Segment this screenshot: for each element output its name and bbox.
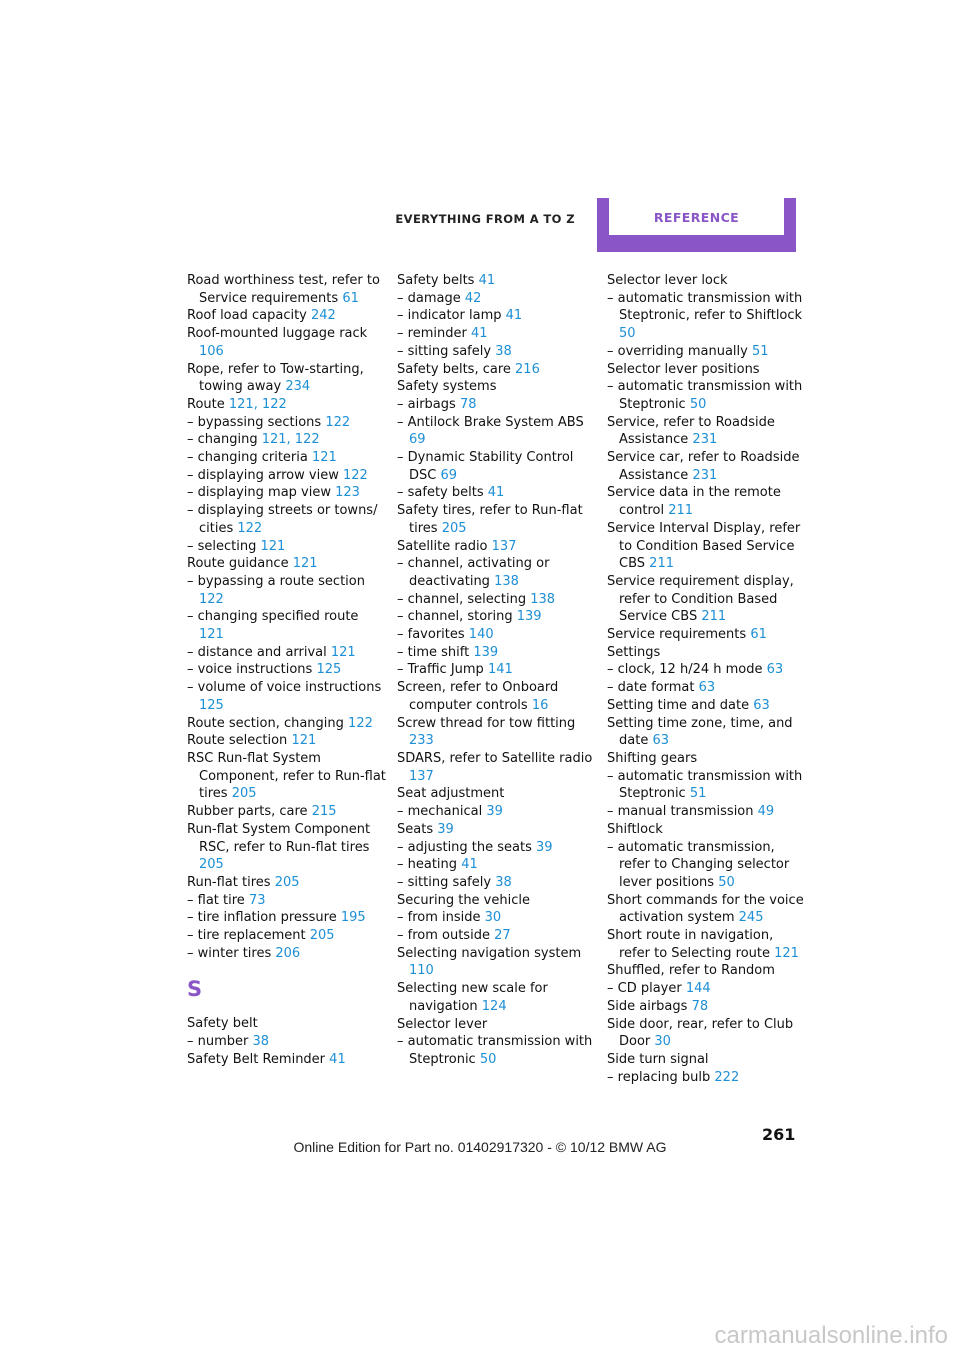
index-entry xyxy=(397,856,597,874)
entry-page-link[interactable]: 125 xyxy=(316,662,342,678)
entry-term: – from outside xyxy=(397,928,490,944)
entry-term: Roof load capacity xyxy=(187,308,307,324)
entry-term: – winter tires xyxy=(187,945,272,961)
reference-tab-label: REFERENCE xyxy=(609,198,784,235)
entry-term: Selector lever xyxy=(397,1016,488,1032)
index-entry xyxy=(397,874,597,892)
entry-term: – clock, 12 h/24 h mode xyxy=(607,662,763,678)
index-entry xyxy=(397,396,597,414)
entry-term: Roof-mounted luggage rack xyxy=(187,326,368,342)
index-entry xyxy=(187,555,387,573)
entry-term: Safety systems xyxy=(397,379,497,395)
entry-page-link[interactable]: 231 xyxy=(692,467,718,483)
entry-page-link[interactable]: 63 xyxy=(698,680,716,696)
entry-term: Securing the vehicle xyxy=(397,892,530,908)
entry-page-link[interactable]: 137 xyxy=(491,538,517,554)
entry-term: – distance and arrival xyxy=(187,644,327,660)
entry-term: Setting time and date xyxy=(607,697,750,713)
index-entry xyxy=(397,307,597,325)
entry-term: – sitting safely xyxy=(397,874,492,890)
entry-page-link[interactable]: 38 xyxy=(495,874,512,890)
index-entry xyxy=(187,307,387,325)
entry-term: – Dynamic Stability Control DSC xyxy=(397,450,574,483)
index-entry xyxy=(187,573,387,608)
index-entry xyxy=(607,1069,807,1087)
entry-term: SDARS, refer to Satellite radio xyxy=(397,750,593,766)
index-entry xyxy=(397,785,597,803)
entry-term: Route xyxy=(187,396,225,412)
index-entry xyxy=(187,272,387,307)
index-entry xyxy=(187,732,387,750)
index-entry xyxy=(607,750,807,768)
entry-term: – Antilock Brake System ABS xyxy=(397,414,584,430)
section-letter-s: S xyxy=(187,977,203,1002)
entry-term: Route guidance xyxy=(187,556,289,572)
index-entry xyxy=(187,396,387,414)
index-entry xyxy=(607,661,807,679)
entry-page-link[interactable]: 222 xyxy=(714,1069,740,1085)
entry-page-link[interactable]: 234 xyxy=(285,379,311,395)
entry-page-link[interactable]: 39 xyxy=(437,821,454,837)
entry-page-link[interactable]: 110 xyxy=(409,963,434,979)
index-entry xyxy=(607,962,807,980)
index-entry xyxy=(397,484,597,502)
index-entry xyxy=(187,325,387,360)
entry-term: Shuffled, refer to Random xyxy=(607,963,775,979)
index-entry xyxy=(187,821,387,874)
index-entry xyxy=(607,892,807,927)
entry-term: Seats xyxy=(397,821,434,837)
entry-term: Selector lever lock xyxy=(607,273,728,288)
entry-page-link[interactable]: 61 xyxy=(342,290,359,306)
index-entry xyxy=(397,290,597,308)
entry-page-link[interactable]: 122 xyxy=(199,591,224,607)
index-entry xyxy=(397,502,597,537)
entry-term: – automatic transmission with Steptronic xyxy=(607,379,803,412)
entry-term: – mechanical xyxy=(397,804,483,820)
index-entry xyxy=(607,679,807,697)
entry-page-link[interactable]: 51 xyxy=(689,786,707,802)
entry-page-link[interactable]: 140 xyxy=(468,627,494,643)
entry-term: – flat tire xyxy=(187,892,245,908)
entry-page-link[interactable]: 78 xyxy=(459,396,477,412)
reference-tab xyxy=(597,198,796,252)
entry-term: Road worthiness test, refer to Service requirements xyxy=(187,273,380,306)
entry-page-link[interactable]: 30 xyxy=(484,910,502,926)
index-entry xyxy=(397,1033,597,1068)
entry-term: Safety tires, refer to Run-flat tires xyxy=(397,503,583,536)
index-entry xyxy=(397,608,597,626)
entry-term: – replacing bulb xyxy=(607,1069,711,1085)
entry-page-link[interactable]: 124 xyxy=(481,998,507,1014)
entry-term: – sitting safely xyxy=(397,343,492,359)
entry-term: – tire inflation pressure xyxy=(187,910,337,926)
entry-page-link[interactable]: 122 xyxy=(342,467,368,483)
index-entry xyxy=(397,803,597,821)
entry-term: – automatic transmission with Steptronic xyxy=(397,1034,593,1067)
entry-page-link[interactable]: 139 xyxy=(473,644,499,660)
entry-page-link[interactable]: 41 xyxy=(470,326,488,342)
entry-page-link[interactable]: 122 xyxy=(237,520,263,536)
entry-page-link[interactable]: 206 xyxy=(275,945,301,961)
index-entry xyxy=(187,679,387,714)
entry-term: Selector lever positions xyxy=(607,361,760,377)
index-entry xyxy=(607,715,807,750)
index-entry xyxy=(607,272,807,290)
index-entry xyxy=(187,431,387,449)
index-entry xyxy=(187,909,387,927)
entry-term: – airbags xyxy=(397,396,456,412)
entry-term: Rubber parts, care xyxy=(187,804,308,820)
index-entry xyxy=(607,361,807,379)
entry-page-link[interactable]: 245 xyxy=(738,910,764,926)
index-entry xyxy=(397,626,597,644)
index-entry xyxy=(607,378,807,413)
entry-term: Shifting gears xyxy=(607,750,698,766)
index-entry xyxy=(397,661,597,679)
entry-page-link[interactable]: 195 xyxy=(340,910,366,926)
entry-page-link[interactable]: 121 xyxy=(260,538,286,554)
index-entry xyxy=(607,927,807,962)
entry-term: RSC Run-flat System Component, refer to Run-flat tires xyxy=(187,750,386,802)
entry-term: Selecting navigation system xyxy=(397,945,582,961)
entry-term: – heating xyxy=(397,857,458,873)
entry-term: Satellite radio xyxy=(397,538,488,554)
entry-term: – changing specified route xyxy=(187,609,359,625)
entry-term: – automatic transmission with Steptronic, refer to Shiftlock xyxy=(607,290,803,324)
index-entry xyxy=(397,272,597,290)
entry-page-link[interactable]: 215 xyxy=(311,804,337,820)
index-entry xyxy=(397,839,597,857)
entry-term: Seat adjustment xyxy=(397,786,505,802)
entry-page-link[interactable]: 61 xyxy=(750,627,767,643)
index-entry xyxy=(187,414,387,432)
entry-term: – displaying map view xyxy=(187,485,331,501)
index-entry xyxy=(397,679,597,714)
entry-page-link[interactable]: 41 xyxy=(487,485,505,501)
index-entry xyxy=(187,927,387,945)
index-entry xyxy=(607,290,807,343)
index-column-2 xyxy=(397,272,597,1069)
entry-page-link[interactable]: 121 xyxy=(774,945,799,961)
index-entry xyxy=(397,980,597,1015)
entry-term: Screw thread for tow fitting xyxy=(397,715,576,731)
index-entry xyxy=(187,1015,387,1033)
entry-term: – volume of voice instructions xyxy=(187,680,382,696)
entry-page-link[interactable]: 16 xyxy=(531,697,549,713)
entry-term: Service requirements xyxy=(607,627,747,643)
entry-term: – bypassing sections xyxy=(187,414,322,430)
index-entry xyxy=(397,821,597,839)
entry-term: Screen, refer to Onboard computer controls xyxy=(397,680,559,713)
entry-page-link[interactable]: 144 xyxy=(685,981,711,997)
index-entry xyxy=(397,325,597,343)
entry-term: Run-flat System Component RSC, refer to Run-flat tires xyxy=(187,821,371,855)
entry-page-link[interactable]: 50 xyxy=(619,326,636,342)
entry-term: – safety belts xyxy=(397,485,484,501)
entry-page-link[interactable]: 121 xyxy=(291,733,317,749)
entry-page-link[interactable]: 233 xyxy=(409,733,434,749)
index-entry xyxy=(607,449,807,484)
entry-term: Selecting new scale for navigation xyxy=(397,981,548,1014)
index-entry xyxy=(187,661,387,679)
index-entry xyxy=(187,644,387,662)
index-entry xyxy=(607,998,807,1016)
entry-term: – date format xyxy=(607,680,695,696)
index-column-1 xyxy=(187,272,387,1069)
index-entry xyxy=(187,484,387,502)
entry-term: Side turn signal xyxy=(607,1051,709,1067)
index-entry xyxy=(187,608,387,643)
index-entry xyxy=(397,715,597,750)
index-entry xyxy=(397,945,597,980)
entry-page-link[interactable]: 137 xyxy=(409,768,434,784)
index-entry xyxy=(607,573,807,626)
entry-term: – bypassing a route section xyxy=(187,573,365,589)
entry-page-link[interactable]: 63 xyxy=(753,697,770,713)
index-entry xyxy=(187,502,387,537)
entry-term: – CD player xyxy=(607,981,682,997)
entry-term: Safety belts xyxy=(397,273,475,288)
entry-term: Settings xyxy=(607,644,661,660)
entry-term: – changing xyxy=(187,432,258,448)
index-entry xyxy=(397,414,597,449)
index-entry xyxy=(607,343,807,361)
entry-page-link[interactable]: 205 xyxy=(199,857,224,873)
index-entry xyxy=(397,343,597,361)
index-entry xyxy=(187,361,387,396)
entry-page-link[interactable]: 121 xyxy=(292,556,318,572)
entry-term: Side airbags xyxy=(607,998,688,1014)
entry-term: Rope, refer to Tow-starting, towing away xyxy=(187,361,364,395)
entry-page-link[interactable]: 50 xyxy=(689,396,707,412)
entry-page-link[interactable]: 205 xyxy=(231,786,257,802)
entry-term: – number xyxy=(187,1034,249,1050)
entry-page-link[interactable]: 121 xyxy=(199,627,224,643)
entry-page-link[interactable]: 73 xyxy=(248,892,266,908)
entry-term: – Traffic Jump xyxy=(397,662,484,678)
entry-page-link[interactable]: 138 xyxy=(530,591,556,607)
entry-page-link[interactable]: 49 xyxy=(757,804,775,820)
index-entry xyxy=(397,892,597,910)
index-entry xyxy=(607,839,807,892)
entry-page-link[interactable]: 51 xyxy=(751,343,769,359)
index-entry xyxy=(397,750,597,785)
entry-page-link[interactable]: 141 xyxy=(487,662,513,678)
entry-page-link[interactable]: 41 xyxy=(478,273,496,288)
entry-page-link[interactable]: 41 xyxy=(505,308,523,324)
entry-term: Service car, refer to Roadside Assistance xyxy=(607,450,800,483)
entry-page-link[interactable]: 121, 122 xyxy=(261,432,320,448)
watermark: carmanualsonline.info xyxy=(714,1322,948,1349)
entry-term: Shiftlock xyxy=(607,821,663,837)
index-entry xyxy=(607,1016,807,1051)
entry-page-link[interactable]: 121 xyxy=(330,644,356,660)
entry-term: Service, refer to Roadside Assistance xyxy=(607,414,775,448)
index-entry xyxy=(397,555,597,590)
entry-term: – channel, selecting xyxy=(397,591,527,607)
entry-term: – damage xyxy=(397,290,461,306)
index-entry xyxy=(607,414,807,449)
running-header: EVERYTHING FROM A TO Z xyxy=(395,212,575,226)
index-entries-r xyxy=(187,272,387,962)
entry-page-link[interactable]: 50 xyxy=(718,874,735,890)
entry-page-link[interactable]: 30 xyxy=(654,1034,671,1050)
entry-page-link[interactable]: 41 xyxy=(329,1051,346,1067)
index-entry xyxy=(607,1051,807,1069)
entry-term: Route section, changing xyxy=(187,715,344,731)
entry-page-link[interactable]: 69 xyxy=(440,467,458,483)
index-entry xyxy=(397,449,597,484)
index-entry xyxy=(397,644,597,662)
entry-term: – overriding manually xyxy=(607,343,748,359)
index-entry xyxy=(397,538,597,556)
index-entry xyxy=(187,874,387,892)
entry-term: Service data in the remote control xyxy=(607,485,781,519)
entry-page-link[interactable]: 122 xyxy=(348,715,373,731)
entry-page-link[interactable]: 123 xyxy=(335,485,360,501)
index-entries-s xyxy=(187,1015,387,1068)
entry-term: Run-flat tires xyxy=(187,874,271,890)
entry-term: – voice instructions xyxy=(187,662,313,678)
entry-page-link[interactable]: 69 xyxy=(409,432,426,448)
entry-page-link[interactable]: 138 xyxy=(494,573,519,589)
index-entry xyxy=(607,484,807,519)
entry-page-link[interactable]: 121, 122 xyxy=(228,396,287,412)
index-entry xyxy=(187,1033,387,1051)
entry-term: – displaying streets or towns/ cities xyxy=(187,503,378,536)
index-entry xyxy=(187,538,387,556)
entry-term: Short commands for the voice activation system xyxy=(607,892,804,926)
entry-page-link[interactable]: 42 xyxy=(464,290,482,306)
index-entry xyxy=(397,927,597,945)
entry-term: – selecting xyxy=(187,538,257,554)
entry-page-link[interactable]: 205 xyxy=(309,928,335,944)
index-entry xyxy=(607,520,807,573)
entry-page-link[interactable]: 27 xyxy=(494,928,511,944)
index-entry xyxy=(607,697,807,715)
entry-page-link[interactable]: 63 xyxy=(766,662,784,678)
index-entry xyxy=(607,821,807,839)
entry-page-link[interactable]: 78 xyxy=(691,998,709,1014)
entry-term: – adjusting the seats xyxy=(397,839,532,855)
entry-page-link[interactable]: 139 xyxy=(516,609,542,625)
index-entry xyxy=(187,449,387,467)
entry-term: – tire replacement xyxy=(187,928,306,944)
index-entry xyxy=(607,644,807,662)
entry-page-link[interactable]: 125 xyxy=(199,697,224,713)
index-entry xyxy=(607,626,807,644)
entry-page-link[interactable]: 50 xyxy=(479,1051,497,1067)
entry-term: – automatic transmission with Steptronic xyxy=(607,768,803,802)
entry-term: – reminder xyxy=(397,326,467,342)
index-entry xyxy=(187,1051,387,1069)
entry-term: – time shift xyxy=(397,644,470,660)
entry-term: Service requirement display, refer to Condition Based Service CBS xyxy=(607,573,794,625)
index-entry xyxy=(397,591,597,609)
entry-term: Short route in navigation, refer to Selecting route xyxy=(607,928,774,961)
index-entry xyxy=(187,945,387,963)
entry-page-link[interactable]: 211 xyxy=(649,556,674,572)
entry-term: Service Interval Display, refer to Condition Based Service CBS xyxy=(607,520,801,572)
entry-term: Safety Belt Reminder xyxy=(187,1051,326,1067)
entry-page-link[interactable]: 38 xyxy=(252,1034,270,1050)
index-entry xyxy=(607,803,807,821)
entry-term: Safety belts, care xyxy=(397,361,511,377)
entry-page-link[interactable]: 231 xyxy=(692,432,718,448)
entry-term: – displaying arrow view xyxy=(187,467,339,483)
index-entry xyxy=(187,467,387,485)
index-column-3 xyxy=(607,272,807,1086)
entry-page-link[interactable]: 216 xyxy=(515,361,540,377)
entry-page-link[interactable]: 205 xyxy=(441,520,467,536)
entry-page-link[interactable]: 63 xyxy=(652,733,670,749)
entry-page-link[interactable]: 242 xyxy=(311,308,336,324)
entry-page-link[interactable]: 121 xyxy=(311,450,337,466)
index-entry xyxy=(187,892,387,910)
index-entry xyxy=(187,715,387,733)
entry-page-link[interactable]: 205 xyxy=(274,874,300,890)
entry-term: – changing criteria xyxy=(187,450,308,466)
entry-page-link[interactable]: 38 xyxy=(495,343,512,359)
entry-term: – channel, activating or deactivating xyxy=(397,556,550,589)
index-entry xyxy=(397,378,597,396)
entry-term: – manual transmission xyxy=(607,804,754,820)
index-entry xyxy=(607,768,807,803)
entry-page-link[interactable]: 106 xyxy=(199,343,224,359)
entry-page-link[interactable]: 122 xyxy=(325,414,351,430)
index-entry xyxy=(607,980,807,998)
entry-term: – from inside xyxy=(397,910,481,926)
entry-page-link[interactable]: 39 xyxy=(536,839,553,855)
entry-term: – channel, storing xyxy=(397,609,513,625)
index-entry xyxy=(187,750,387,803)
index-entry xyxy=(397,361,597,379)
entry-term: Route selection xyxy=(187,733,288,749)
entry-term: – indicator lamp xyxy=(397,308,502,324)
entry-page-link[interactable]: 211 xyxy=(668,503,694,519)
entry-term: – favorites xyxy=(397,627,465,643)
index-entry xyxy=(397,909,597,927)
page-number: 261 xyxy=(762,1125,796,1144)
entry-term: Setting time zone, time, and date xyxy=(607,715,793,749)
index-entry xyxy=(397,1016,597,1034)
entry-term: Side door, rear, refer to Club Door xyxy=(607,1016,794,1050)
entry-page-link[interactable]: 39 xyxy=(486,804,503,820)
edition-footer: Online Edition for Part no. 01402917320 - © 10/12 BMW AG xyxy=(293,1139,667,1155)
index-entry xyxy=(187,803,387,821)
entry-page-link[interactable]: 211 xyxy=(701,609,727,625)
entry-page-link[interactable]: 41 xyxy=(461,857,478,873)
entry-term: Safety belt xyxy=(187,1016,258,1032)
entry-term: – automatic transmission, refer to Changing selector lever positions xyxy=(607,839,790,890)
